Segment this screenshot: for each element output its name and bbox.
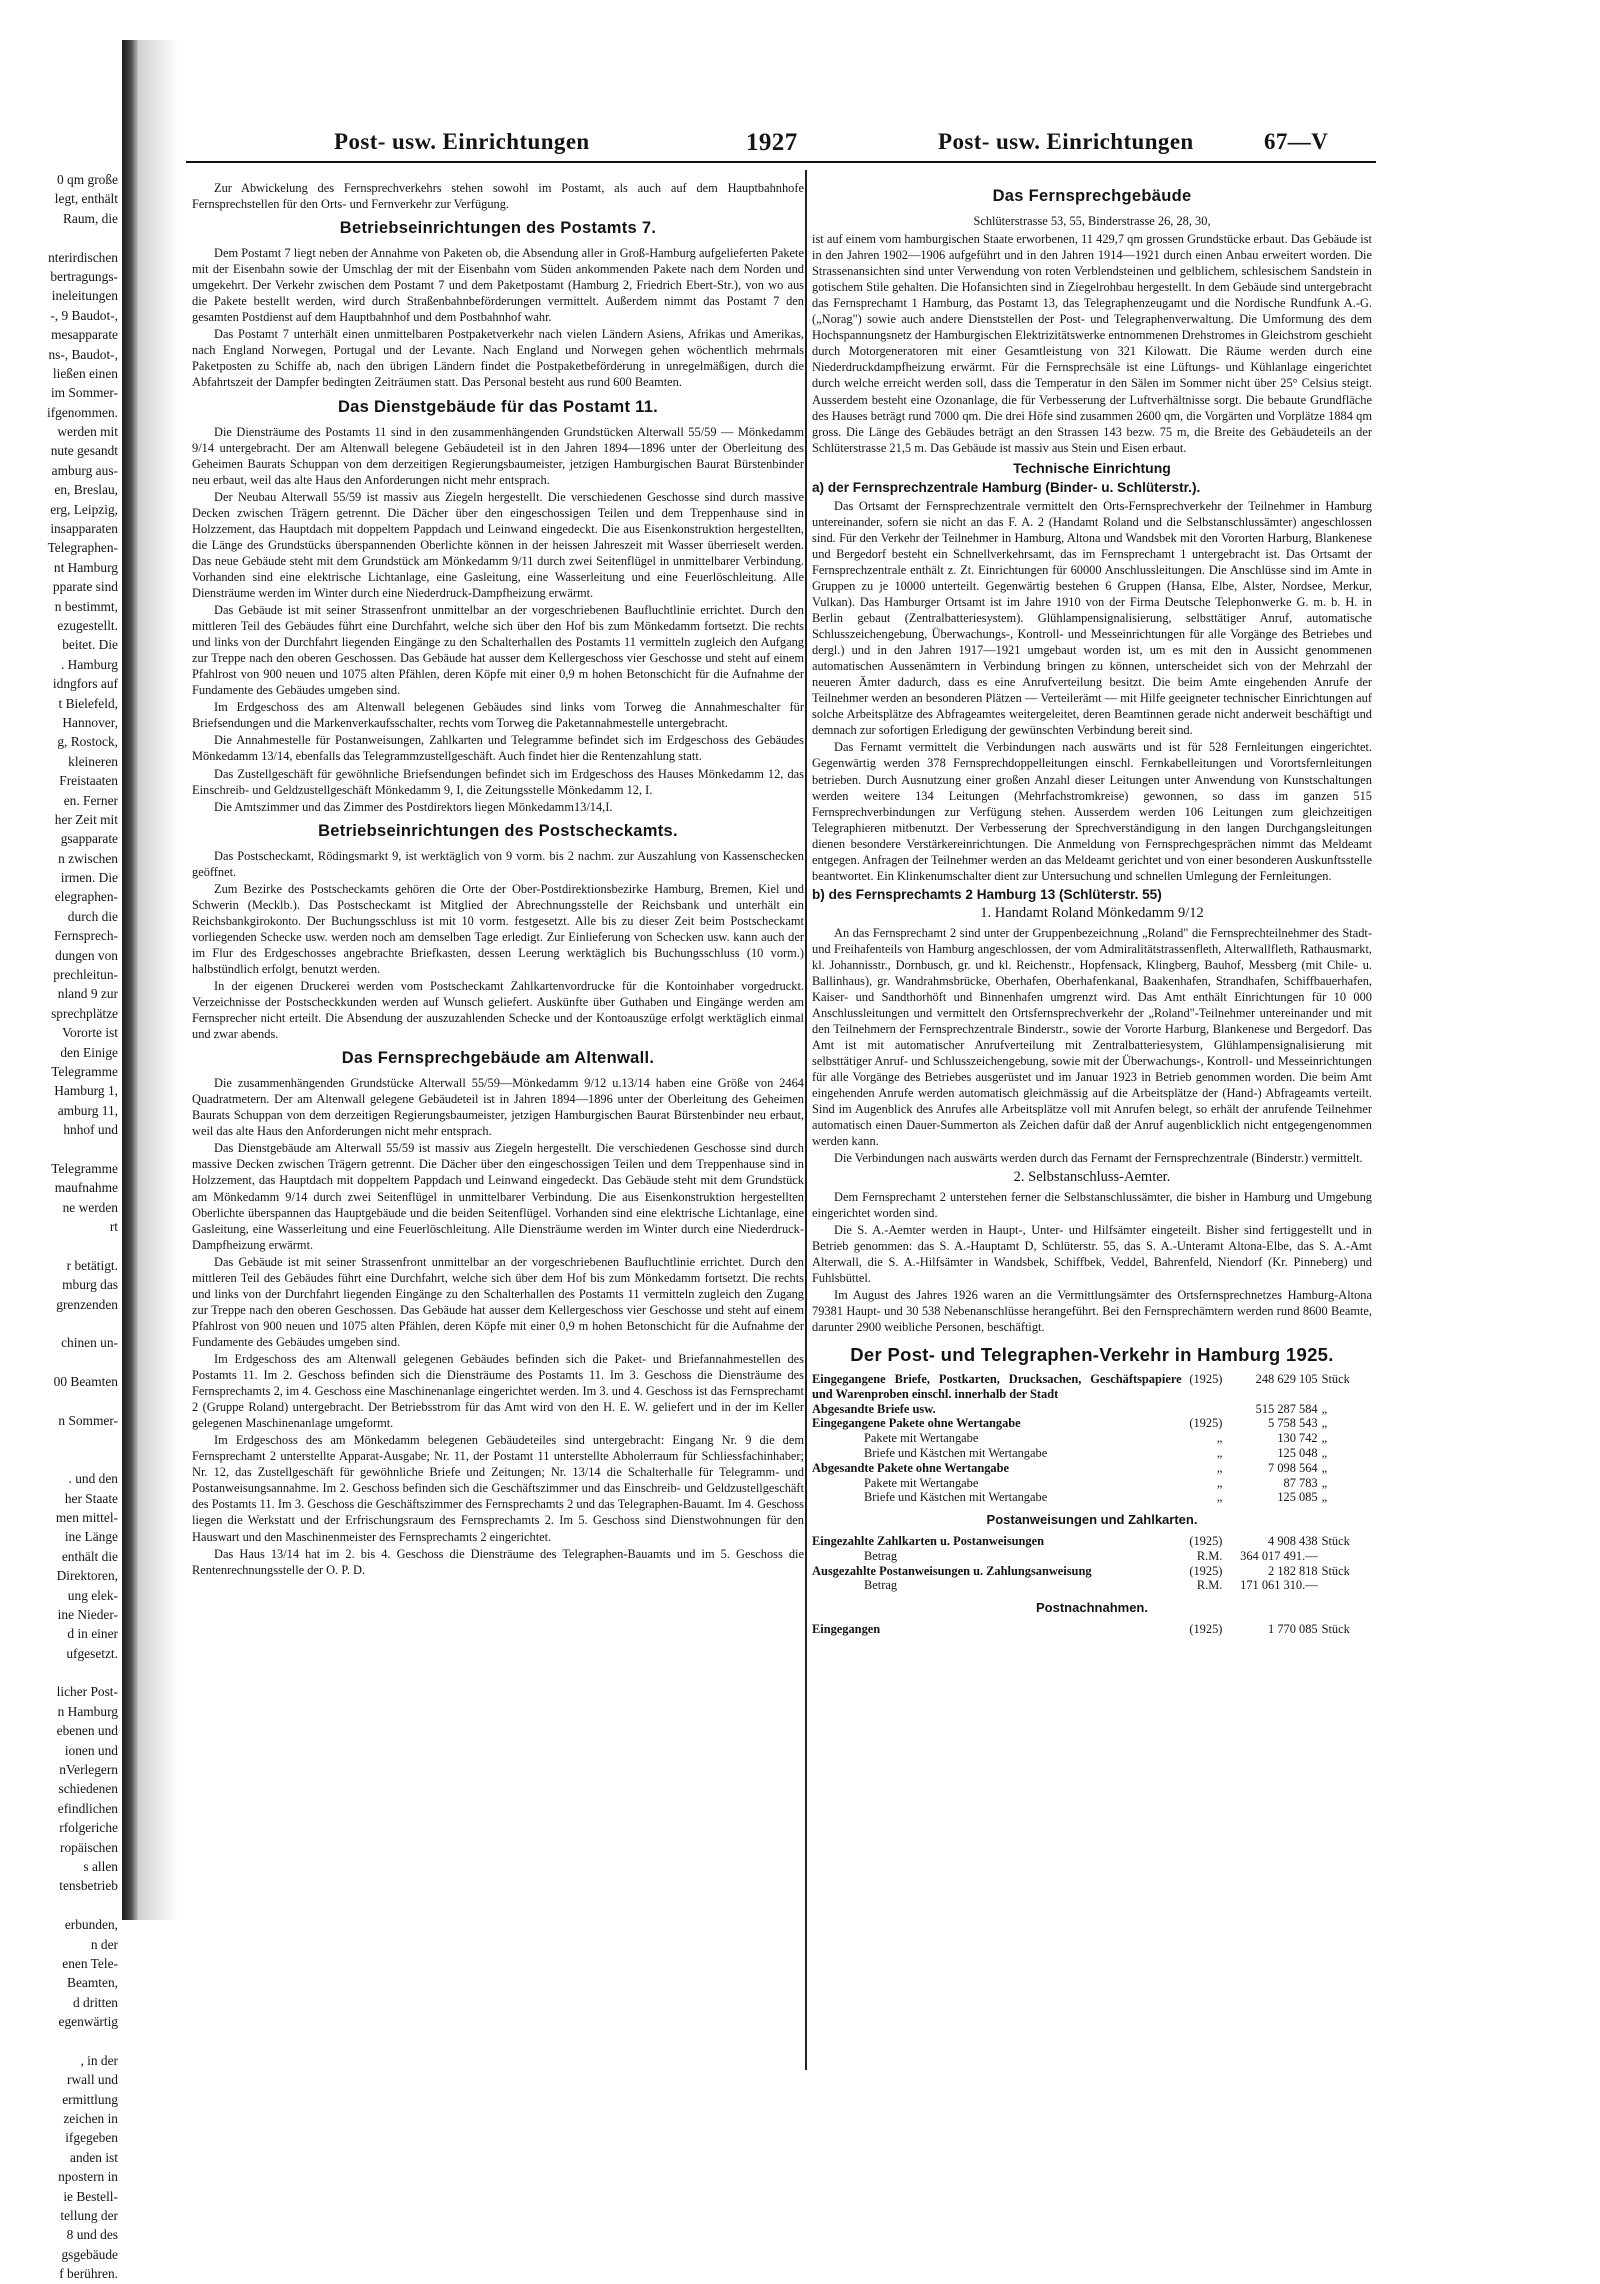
prev-page-line: gsapparate [60, 831, 118, 847]
traffic-statistics-table [812, 1372, 1372, 1637]
prev-page-line: erbunden, [64, 1917, 118, 1933]
paragraph: Die Amtszimmer und das Zimmer des Postdirektors liegen Mönkedamm13/14,I. [214, 799, 613, 814]
table-cell-unit: „ [1321, 1401, 1328, 1416]
table-cell-value: 515 287 584 [1255, 1401, 1318, 1416]
prev-page-line: pparate sind [52, 579, 118, 595]
prev-page-line [0, 228, 118, 247]
table-section-title: Postanweisungen und Zahlkarten. [986, 1512, 1198, 1528]
table-cell-label: Betrag [864, 1548, 898, 1563]
table-cell-value: 248 629 105 [1255, 1371, 1318, 1386]
prev-page-line [0, 1430, 118, 1449]
table-row [812, 1622, 1372, 1637]
prev-page-line: en. Ferner [63, 792, 118, 808]
table-row [812, 1534, 1372, 1549]
prev-page-line: grenzenden [56, 1296, 118, 1312]
prev-page-line: durch die [67, 908, 118, 924]
subsection-heading: Technische Einrichtung [1013, 459, 1171, 476]
table-cell-label: Eingegangene Briefe, Postkarten, Drucksachen, Geschäftspapiere und Warenproben einschl. innerhalb der Stadt [812, 1371, 1182, 1401]
prev-page-line: nland 9 zur [57, 986, 118, 1002]
prev-page-line: 8 und des [66, 2227, 118, 2243]
prev-page-line: Raum, die [62, 210, 118, 226]
prev-page-line: her Staate [64, 1490, 118, 1506]
prev-page-line: n bestimmt, [54, 598, 118, 614]
table-cell-value: 4 908 438 [1268, 1533, 1318, 1548]
table-cell-year: (1925) [1189, 1563, 1223, 1578]
prev-page-line [0, 1314, 118, 1333]
previous-page-fragment [0, 170, 118, 2284]
paragraph: In der eigenen Druckerei werden vom Postscheckamt Zahlkartenvordrucke für die Kontoinhaber vorgedruckt. Verzeichnisse der Postscheckkunden werden auf Wunsch geliefert. Auskünfte über Guthaben und Eingänge werden am Fernsprecher nicht erteilt. Die Absendung der auszuzahlenden Schecke und der Kontoauszüge erfolgt werktäglich einmal und zwar abends. [192, 979, 804, 1042]
prev-page-line: ineleitungen [51, 288, 118, 304]
table-cell-label: Briefe und Kästchen mit Wertangabe [864, 1490, 1048, 1505]
paragraph: Der Neubau Alterwall 55/59 ist massiv aus Ziegeln hergestellt. Die verschiedenen Geschosse sind durch massive Decken zwischen Trägern getrennt. Die Dächer über den eingeschossigen Teilen und dem Treppenhause sind in Holzzement, das Hauptdach mit doppeltem Pappdach und Leinwand eingedeckt. Die aus Eisenkonstruktion hergestellten, die Länge des Grundstücks überspannenden Oberlichte können in der heissen Jahreszeit mit Wasser überrieselt werden. Das neue Gebäude steht mit dem Grundstück am Mönkedamm 9/11 durch zwei Seitenflügel in unmittelbarer Verbindung. Vorhanden sind eine elektrische Lichtanlage, eine Gasleitung, eine Wasserleitung und eine Feuerlöschleitung. Alle Diensträume werden im Winter durch eine Niederdruck-Dampfheizung erwärmt. [192, 489, 804, 600]
table-cell-year [1182, 1402, 1227, 1417]
table-cell-value: 87 783 [1283, 1475, 1318, 1490]
table-cell-year: „ [1216, 1460, 1223, 1475]
paragraph: An das Fernsprechamt 2 sind unter der Gruppenbezeichnung „Roland" die Fernsprechteilnehmer des Stadt- und Freihafenteils von Hamburg angeschlossen, der vom Admiralitätstrassenfleth, Alterwallfleth, Rathausmarkt, kl. Johannisstr., Dornbusch, gr. und kl. Reichenstr., Hopfensack, Klingberg, Bauhof, Messberg (mit Chile- u. Ballinhaus), gr. Wandrahmsbrücke, Oberhafen, Oberhafenkanal, Baakenhafen, Strandhafen, Schiffbauerhafen, Kaiser- und Sandthorhöft und Binnenhafen umgrenzt wird. Das Amt enthält Einrichtungen für 10 000 Anschlussleitungen und vermittelt den Ortsfernsprechverkehr der „Roland"-Teilnehmer untereinander und mit den Teilnehmern der Fernsprechzentrale Binderstr., sowie der Vororte Harburg, Blankenese und Bergedorf. Das Amt ist mit automatischer Anrufverteilung mit Zentralbatteriesystem, Glühlampensignalisierung mit selbsttätiger Anruf- und Schlusszeichengebung, sowie mit der Überwachungs-, Kontroll- und Messeinrichtungen für alle Vorgänge des Betriebes ausgerüstet und im Januar 1923 in Betrieb genommen worden. Die beim Amt eingehenden Anrufe werden automatisch gleichmässig auf die Arbeitsplätze der (Hand-) Abfrageamts verteilt. Sind im Augenblick des Anrufes alle Arbeitsplätze voll mit Anrufen belegt, so erhält der anrufende Teilnehmer automatisch einen Dauer-Summerton als Zeichen dafür daß der Anruf augenblicklich nicht entgegengenommen werden kann. [812, 925, 1372, 1149]
table-cell-unit: Stück [1321, 1533, 1350, 1548]
paragraph: Die Diensträume des Postamts 11 sind in den zusammenhängenden Grundstücken Alterwall 55/59 — Mönkedamm 9/14 untergebracht. Der am Altenwall belegene Gebäudeteil ist in den Jahren 1894—1896 unter der Oberleitung des Geheimen Baurats Schuppan von dem derzeitigen Regierungsbaumeister, jetzigen Hamburgischen Baurat Bürstenbinder neu erbaut, weil das alte Haus den Anforderungen nicht mehr entsprach. [192, 424, 804, 487]
header-year: 1927 [746, 129, 798, 156]
table-cell-year: (1925) [1189, 1416, 1223, 1431]
table-cell-year: „ [1216, 1431, 1223, 1446]
prev-page-line: anden ist [70, 2149, 118, 2165]
table-cell-value: 171 061 310.— [1240, 1578, 1318, 1593]
table-row [812, 1549, 1372, 1564]
prev-page-line: legt, enthält [54, 191, 118, 207]
paragraph: Die zusammenhängenden Grundstücke Alterwall 55/59—Mönkedamm 9/12 u.13/14 haben eine Größe von 2464 Quadratmetern. Der am Altenwall gelegene Gebäudeteil ist in Jahren 1894—1896 unter der Oberleitung des Geheimen Baurats Schuppan von dem derzeitigen Regierungsbaumeister, jetzigen Hamburgischen Baurat Bürstenbinder neu erbaut, weil das alte Haus den Anforderungen nicht mehr entsprach. [192, 1076, 804, 1139]
book-gutter [122, 40, 138, 1920]
prev-page-line: ns-, Baudot-, [48, 346, 118, 362]
paragraph: ist auf einem vom hamburgischen Staate erworbenen, 11 429,7 qm grossen Grundstücke erbaut. Das Gebäude ist in den Jahren 1902—1906 aufgeführt und in den Jahren 1914—1921 durch einen Anbau erweitert worden. Die Strassenansichten sind unter Verwendung von roten Verblendsteinen und gelblichem, schlesischem Sandstein in gotischem Stile gehalten. Die Hofansichten sind in Ziegelrohbau hergestellt. In dem Gebäude sind untergebracht das Fernsprechamt 1 Hamburg, das Postamt 13, das Telegraphenzeugamt und die Nordische Rundfunk A.-G. („Norag") sowie auch andere Dienststellen der Post- und Telegraphenverwaltung. Die Umformung des dem Hochspannungsnetz der Hamburgischen Elektrizitätswerke entnommenen Drehstromes in Gleichstrom geschieht durch Motorgeneratoren mit einer Gesamtleistung von 321 Kilowatt. Die Räume werden durch eine Niederdruckdampfheizung erwärmt. Für die Fernsprechsäle ist eine Lüftungs- und Kühlanlage eingerichtet durch welche erreicht werden soll, dass die Temperatur in den Sälen im Sommer nicht über 25° Celsius steigt. Ausserdem besteht eine Ozonanlage, die für Verbesserung der Luftverhältnisse sorgt. Die bebaute Grundfläche des Hauses beträgt rund 7000 qm. Die drei Höfe sind zusammen 2600 qm, die Vorgärten und Vorplätze 1884 qm gross. Die Länge des Gebäudes beträgt an den Strassen 143 bezw. 75 m, die Breite des Gebäudeteils an der Schlüterstrasse 21,5 m. Das Gebäude ist massiv aus Stein und Eisen erbaut. [812, 232, 1372, 455]
prev-page-line: sprechplätze [51, 1005, 118, 1021]
prev-page-line: egenwärtig [58, 2014, 118, 2030]
prev-page-line: Telegraphen- [47, 540, 118, 556]
table-cell-value: 364 017 491.— [1240, 1548, 1318, 1563]
paragraph: Im August des Jahres 1926 waren an die Vermittlungsämter des Ortsfernsprechnetzes Hamburg-Altona 79381 Haupt- und 30 538 Nebenanschlüsse herangeführt. Bei den Fernsprechämtern werden rund 8600 Beamte, darunter 2900 weibliche Personen, beschäftigt. [812, 1287, 1372, 1334]
header-right-title: Post- usw. Einrichtungen [938, 129, 1194, 154]
prev-page-line: im Sommer- [50, 385, 118, 401]
subsection-heading: a) der Fernsprechzentrale Hamburg (Binder- u. Schlüterstr.). [812, 479, 1201, 495]
prev-page-line: ionen und [64, 1742, 118, 1758]
table-row [812, 1564, 1372, 1579]
prev-page-line: hnhof und [63, 1122, 118, 1138]
prev-page-line: Hannover, [62, 714, 118, 730]
prev-page-line [0, 1392, 118, 1411]
prev-page-line: ine Länge [64, 1529, 118, 1545]
table-cell-unit: „ [1321, 1445, 1328, 1460]
prev-page-line: her Zeit mit [54, 811, 118, 827]
prev-page-line: n zwischen [58, 850, 118, 866]
table-cell-label: Eingezahlte Zahlkarten u. Postanweisungen [812, 1533, 1045, 1548]
paragraph: Das Gebäude ist mit seiner Strassenfront unmittelbar an der vorgeschriebenen Baufluchtlinie errichtet. Durch den mittleren Teil des Gebäudes führt eine Durchfahrt, welche sich über dem Hof bis zum Mönkedamm fortsetzt. Die rechts und links von der Durchfahrt liegenden Eingänge zu den Schalterhallen des Postamts 11 vermitteln zugleich den Zugang zur Treppe nach den oberen Geschossen. Das Gebäude hat ausser dem Kellergeschoss vier Geschosse und steht auf einem Pfahlrost von 900 neuen und 1075 alten Pfählen, deren Köpfe mit einer 0,9 m hohen Betonschicht für die Aufnahme der Fundamente des Gebäudes umgeben sind. [192, 1254, 804, 1349]
prev-page-line: . Hamburg [60, 656, 118, 672]
paragraph: Das Gebäude ist mit seiner Strassenfront unmittelbar an der vorgeschriebenen Baufluchtlinie errichtet. Durch den mittleren Teil des Gebäudes führt eine Durchfahrt, welche sich über den Hof bis zum Mönkedamm fortsetzt. Die rechts und links von der Durchfahrt liegenden Eingänge zu den Schalterhallen des Postamts 11 vermitteln zugleich den Aufgang zur Treppe nach den oberen Geschossen. Das Gebäude hat ausser dem Kellergeschoss vier Geschosse und steht auf einem Pfahlrost von 900 neuen und 1075 alten Pfählen, deren Köpfe mit einer 0,9 m hohen Betonschicht für die Aufnahme der Fundamente des Gebäudes umgeben sind. [192, 603, 804, 698]
prev-page-line: 00 Beamten [53, 1374, 118, 1390]
section-subtitle: Schlüterstrasse 53, 55, Binderstrasse 26, 28, 30, [973, 214, 1211, 228]
table-cell-value: 7 098 564 [1268, 1460, 1318, 1475]
prev-page-line: ermittlung [62, 2091, 118, 2107]
section-heading: Das Fernsprechgebäude am Altenwall. [341, 1049, 655, 1068]
table-cell-year: „ [1216, 1490, 1223, 1505]
paragraph: Im Erdgeschoss des am Altenwall belegenen Gebäudes sind links vom Torweg die Annahmeschalter für Briefsendungen und die Markenverkaufsschalter, rechts vom Torweg die Paketannahmestelle untergebracht. [192, 700, 804, 731]
table-cell-value: 130 742 [1277, 1431, 1318, 1446]
prev-page-line: r betätigt. [66, 1257, 118, 1273]
prev-page-line: Beamten, [67, 1975, 118, 1991]
prev-page-line: f berühren. [59, 2266, 118, 2282]
prev-page-line: efindlichen [57, 1800, 118, 1816]
prev-page-line: bertragungs- [50, 268, 118, 284]
table-row [812, 1446, 1372, 1461]
subsection-heading: 2. Selbstanschluss-Aemter. [1013, 1168, 1171, 1185]
section-heading: Das Dienstgebäude für das Postamt 11. [337, 397, 659, 416]
prev-page-line: mesapparate [51, 327, 118, 343]
prev-page-line: prechleitun- [53, 967, 118, 983]
prev-page-line: nt Hamburg [53, 559, 118, 575]
table-cell-label: Eingegangen [812, 1621, 881, 1636]
prev-page-line: rt [109, 1219, 118, 1235]
paragraph: Das Fernamt vermittelt die Verbindungen nach auswärts und ist für 528 Fernleitungen eingerichtet. Gegenwärtig werden 378 Fernsprechdoppelleitungen einschl. Fernkabelleitungen und Vorortsfernleitungen betrieben. Durch Ausnutzung einer großen Anzahl dieser Leitungen unter Anwendung von Kunstschaltungen werden weitere 134 Leitungen (Mehrfachstromkreise) gewonnen, so dass im ganzen 515 Fernsprechverbindungen zur Verfügung stehen. Ausserdem werden 106 Leitungen zum gleichzeitigen Telegraphieren mitbenutzt. Der Verbesserung der Sprechverständigung in den langen Durchgangsleitungen dienen besondere Verstärkereinrichtungen. Die Anmeldung von Fernsprechgesprächen nimmt das Meldeamt entgegen. Anfragen der Teilnehmer werden an das Meldeamt gerichtet und von einer besonderen Auskunftsstelle beantwortet. Ein Klinkenumschalter dient zur Untersuchung und schnellen Umlegung der Fernleitungen. [812, 740, 1372, 883]
prev-page-line [0, 1663, 118, 1682]
prev-page-line: g, Rostock, [57, 734, 118, 750]
table-row [812, 1578, 1372, 1593]
prev-page-line: s allen [83, 1858, 118, 1874]
section-heading: Der Post- und Telegraphen-Verkehr in Hamburg 1925. [850, 1343, 1334, 1365]
paragraph: Im Erdgeschoss des am Mönkedamm belegenen Gebäudeteiles sind untergebracht: Eingang Nr. 9 die dem Fernsprechamt 2 unterstellte Apparat-Ausgabe; Nr. 11, der Postamt 11 unterstellte Abholerraum für Schliessfachinhaber; Nr. 12, das Zustellgeschäft für gewöhnliche Briefe und Zeitungen; Nr. 13/14 die Schalterhalle für Telegramm- und Postanweisungsannahme. Im 2. Geschoss befinden sich die Geschäftszimmer und das Einschreib- und Geldzustellgeschäft des Postamts 11. Im 3. Geschoss die Geschäftszimmer des Fernsprechamts 2 und das Telegraphen-Bauamt. Im 4. Geschoss liegen die Werkstatt und der Erfrischungsraum des Fernsprechamts 2. Im 5. Geschoss sind Dienstwohnungen für den Hauswart und den Maschinenmeister des Fernsprechamts 2 eingerichtet. [192, 1433, 804, 1544]
prev-page-line: Freistaaten [59, 773, 118, 789]
prev-page-line: schiedenen [58, 1781, 118, 1797]
prev-page-line: kleineren [68, 753, 118, 769]
prev-page-line: enen Tele- [62, 1955, 118, 1971]
table-cell-value: 2 182 818 [1268, 1563, 1318, 1578]
prev-page-line: -, 9 Baudot-, [50, 307, 118, 323]
table-section-heading [812, 1505, 1372, 1534]
paragraph: Das Dienstgebäude am Alterwall 55/59 ist massiv aus Ziegeln hergestellt. Die verschiedenen Geschosse sind durch massive Decken zwischen Trägern getrennt. Die Dächer über den eingeschossigen Teilen und dem Treppenhause sind in Holzzement, das Hauptdach mit doppeltem Pappdach und Leinwand eingedeckt. Das Gebäude steht mit dem Grundstück am Mönkedamm 9/14 durch zwei Seitenflügel in unmittelbarer Verbindung. Die aus Eisenkonstruktion hergestellten Oberlichte überspannen das Hauptgebäude und die beiden Seitenflügel. Vorhanden sind eine elektrische Lichtanlage, eine Gasleitung, eine Wasserleitung und eine Feuerlöschleitung. Alle Diensträume werden im Winter durch eine Niederdruck-Dampfheizung erwärmt. [192, 1141, 804, 1252]
prev-page-line [0, 2032, 118, 2051]
table-cell-unit [1322, 1578, 1372, 1593]
table-cell-unit: „ [1321, 1475, 1328, 1490]
gutter-shadow [138, 40, 178, 1920]
table-cell-unit: „ [1321, 1431, 1328, 1446]
prev-page-line [0, 1353, 118, 1372]
prev-page-line: nVerlegern [59, 1762, 118, 1778]
table-cell-unit: „ [1321, 1460, 1328, 1475]
prev-page-line: t Bielefeld, [58, 695, 118, 711]
table-section-heading [812, 1593, 1372, 1622]
table-cell-label: Ausgezahlte Postanweisungen u. Zahlungsanweisung [812, 1563, 1092, 1578]
table-cell-unit: „ [1321, 1490, 1328, 1505]
prev-page-line: ropäischen [59, 1839, 118, 1855]
prev-page-line: rwall und [67, 2072, 118, 2088]
table-cell-label: Briefe und Kästchen mit Wertangabe [864, 1445, 1048, 1460]
header-left-title: Post- usw. Einrichtungen [334, 129, 590, 154]
table-cell-unit [1322, 1549, 1372, 1564]
table-cell-year: (1925) [1189, 1371, 1223, 1386]
table-cell-year: (1925) [1189, 1533, 1223, 1548]
prev-page-line: n Hamburg [57, 1703, 118, 1719]
prev-page-line: idngfors auf [52, 676, 118, 692]
table-cell-value: 125 048 [1277, 1445, 1318, 1460]
prev-page-line: Vororte ist [62, 1025, 118, 1041]
prev-page-line: amburg aus- [51, 462, 118, 478]
table-row [812, 1490, 1372, 1505]
prev-page-line: ne werden [62, 1199, 118, 1215]
prev-page-line: , in der [80, 2052, 118, 2068]
table-row [812, 1476, 1372, 1491]
prev-page-line [0, 1450, 118, 1469]
prev-page-line: insapparaten [50, 521, 118, 537]
section-heading: Das Fernsprechgebäude [992, 187, 1192, 205]
table-cell-year: (1925) [1189, 1621, 1223, 1636]
prev-page-line: ebenen und [56, 1723, 118, 1739]
prev-page-line: Fernsprech- [54, 928, 118, 944]
table-cell-value: 1 770 085 [1268, 1621, 1318, 1636]
prev-page-line: ezugestellt. [57, 617, 118, 633]
table-row [812, 1372, 1372, 1402]
paragraph: Das Haus 13/14 hat im 2. bis 4. Geschoss die Diensträume des Telegraphen-Bauamts und im 5. Geschoss die Rentenrechnungsstelle der O. P. D. [192, 1546, 804, 1577]
prev-page-line: en, Breslau, [54, 482, 118, 498]
table-cell-label: Abgesandte Pakete ohne Wertangabe [812, 1460, 1009, 1475]
prev-page-line: tellung der [60, 2208, 118, 2224]
right-column [812, 180, 1372, 1637]
paragraph: Dem Postamt 7 liegt neben der Annahme von Paketen ob, die Absendung aller in Groß-Hamburg aufgelieferten Pakete mit der Eisenbahn sowie der Umschlag der mit der Eisenbahn vom Süden ankommenden Pakete nach dem Norden und umgekehrt. Der Verkehr zwischen dem Postamt 7 und dem Paketpostamt (Hamburg 2, Friedrich Ebert-Str.), von wo aus die Pakete bestellt werden, wird durch Straßenbahnbeförderungen vermittelt. Außerdem nimmt das Postamt 7 den gesamten Postdienst auf dem Hauptbahnhof und dem Postbahnhof wahr. [192, 246, 804, 325]
prev-page-line: Hamburg 1, [54, 1083, 118, 1099]
paragraph: Zur Abwickelung des Fernsprechverkehrs stehen sowohl im Postamt, als auch auf dem Hauptbahnhofe Fernsprechstellen für den Orts- und Fernverkehr zur Verfügung. [192, 181, 804, 212]
paragraph: Zum Bezirke des Postscheckamts gehören die Orte der Ober-Postdirektionsbezirke Hamburg, Bremen, Kiel und Schwerin (Mecklb.). Das Postscheckamt ist Mitglied der Abrechnungsstelle der Reichsbank und unterhält ein Reichsbankgirokonto. Der Buchungsschluss ist mit 10 vorm. festgesetzt. Alle bis zu dieser Zeit beim Postscheckamt vorliegenden Schecke usw. werden noch am demselben Tage erledigt. Zur Einlieferung von Schecken usw. kann auch der im Flur des Erdgeschosses angebrachte Briefkasten, dessen Leerung werktäglich bis Buchungsschluss (10 vorm.) halbstündlich erfolgt, benutzt werden. [192, 881, 804, 976]
prev-page-line: mburg das [62, 1277, 118, 1293]
prev-page-line: . und den [68, 1471, 118, 1487]
prev-page-line: dungen von [55, 947, 118, 963]
table-row [812, 1416, 1372, 1431]
prev-page-line: maufnahme [54, 1180, 118, 1196]
table-cell-value: 5 758 543 [1268, 1416, 1318, 1431]
paragraph: Das Zustellgeschäft für gewöhnliche Briefsendungen befindet sich im Erdgeschoss des Hauses Mönkedamm 12, das Einschreib- und Geldzustellgeschäft Mönkedamm 9, I, die Zeitungsstelle Mönkedamm 12, I. [192, 766, 804, 797]
prev-page-line: rfolgeriche [59, 1820, 118, 1836]
paragraph: Im Erdgeschoss des am Altenwall gelegenen Gebäudes befinden sich die Paket- und Briefannahmestellen des Postamts 11. Im 2. Geschoss befinden sich die Diensträume des Postamts 11. Im 3. Geschoss die Diensträume des Fernsprechamts 2, im 4. Geschoss eine Maschinenanlage eingerichtet werden. Im 3. und 4. Geschoss ist das Fernsprechamt 2 (Gruppe Roland) untergebracht. Der Betriebsstrom für das Amt wird von den H. E. W. geliefert und in der im Keller gelegenen Maschinenanlage umgeformt. [192, 1352, 804, 1431]
prev-page-line: d in einer [67, 1626, 118, 1642]
table-cell-year: R.M. [1196, 1578, 1223, 1593]
paragraph: Dem Fernsprechamt 2 unterstehen ferner die Selbstanschlussämter, die bisher in Hamburg und Umgebung eingerichtet worden sind. [812, 1189, 1372, 1220]
table-cell-value: 125 085 [1277, 1490, 1318, 1505]
table-cell-label: Betrag [864, 1578, 898, 1593]
prev-page-line: chinen un- [61, 1335, 118, 1351]
prev-page-line: amburg 11, [57, 1102, 118, 1118]
paragraph: Die Verbindungen nach auswärts werden durch das Fernamt der Fernsprechzentrale (Binderstr.) vermittelt. [834, 1151, 1363, 1166]
prev-page-line: ie Bestell- [63, 2188, 118, 2204]
paragraph: Das Ortsamt der Fernsprechzentrale vermittelt den Orts-Fernsprechverkehr der Teilnehmer in Hamburg untereinander, sofern sie nicht an das F. A. 2 (Handamt Roland und die Selbstanschlussämter) angeschlossen sind. Für den Verkehr der Teilnehmer in Hamburg, Altona und Wandsbek mit den Vororten Harburg, Blankenese und Bergedorf besteht ein Schnellverkehrsamt, das im Fernsprechamt 1 untergebracht ist. Das Ortsamt der Fernsprechzentrale enthält z. Zt. Einrichtungen für 60000 Anschlussleitungen. Die Anschlüsse sind im Amte in Gruppen zu je 10000 unterteilt. Gegenwärtig bestehen 6 Gruppen (Hansa, Elbe, Alster, Nordsee, Merkur, Vulkan). Das Hamburger Ortsamt ist im Jahre 1910 von der Firma Deutsche Telephonwerke G. m. b. H. in Berlin gebaut (Zentralbatteriesystem). Glühlampensignalisierung, selbsttätiger Anruf, automatische Schlusszeichengebung, Überwachungs-, Kontroll- und Messeinrichtungen für alle Vorgänge des Betriebes und dergl.) und in den Jahren 1917—1921 umgebaut worden ist, um es mit den in Aussicht genommenen automatischen Aussenämtern in Verbindung bringen zu können, unterscheidet sich von der Mehrzahl der neueren Ämter dadurch, dass es eine Anrufverteilung besitzt. Die beim Amte eingehenden Anrufe der Teilnehmer werden an besonderen Plätzen — Verteilerämt — mit Hilfe geeigneter technischer Einrichtungen auf solche Arbeitsplätze des Abfrageamtes weitergeleitet, deren Beamtinnen gerade nicht anderweit beschäftigt und demnach zur sofortigen Erledigung der gewünschten Verbindung bereit sind. [812, 498, 1372, 738]
table-section-title: Postnachnahmen. [1036, 1600, 1148, 1616]
table-cell-unit: Stück [1321, 1371, 1350, 1386]
column-separator [805, 170, 807, 2070]
table-cell-label: Eingegangene Pakete ohne Wertangabe [812, 1416, 1021, 1431]
prev-page-line: Telegramme [51, 1063, 118, 1079]
table-cell-label: Abgesandte Briefe usw. [812, 1401, 936, 1416]
section-heading: Betriebseinrichtungen des Postamts 7. [339, 219, 657, 238]
paragraph: Das Postamt 7 unterhält einen unmittelbaren Postpaketverkehr nach vielen Ländern Asiens, Afrikas und Amerikas, nach England Norwegen, Portugal und der Levante. Nach England und Norwegen gehen wöchentlich mehrmals Paketposten zu Schiffe ab, nach den übrigen Ländern findet die Postpaketbeförderung in unregelmäßigen, durch die Abfahrtszeit der Dampfer bedingten Zeiträumen statt. Das Personal besteht aus rund 600 Beamten. [192, 327, 804, 390]
prev-page-line: beitet. Die [62, 637, 118, 653]
table-cell-unit: Stück [1321, 1563, 1350, 1578]
prev-page-line: licher Post- [56, 1684, 118, 1700]
prev-page-line: men mittel- [55, 1509, 118, 1525]
prev-page-line [0, 1236, 118, 1255]
table-cell-unit: Stück [1321, 1621, 1350, 1636]
prev-page-line: nterirdischen [48, 249, 118, 265]
table-cell-label: Pakete mit Wertangabe [864, 1475, 979, 1490]
table-row [812, 1402, 1372, 1417]
table-row [812, 1431, 1372, 1446]
prev-page-line: npostern in [58, 2169, 118, 2185]
prev-page-line: 0 qm große [57, 172, 118, 187]
prev-page-line: n Sommer- [58, 1413, 118, 1428]
left-column [192, 180, 804, 1579]
prev-page-line: ine Nieder- [57, 1606, 118, 1622]
table-cell-year: „ [1216, 1475, 1223, 1490]
page-number: 67—V [1264, 129, 1329, 154]
prev-page-line [0, 1896, 118, 1915]
prev-page-line: ifgenommen. [46, 404, 118, 420]
prev-page-line: d dritten [73, 1994, 118, 2010]
prev-page-line: irmen. Die [60, 870, 118, 886]
prev-page-line: zeichen in [63, 2111, 118, 2127]
prev-page-line: ufgesetzt. [66, 1645, 118, 1661]
prev-page-line: Telegramme [51, 1160, 118, 1176]
table-row [812, 1461, 1372, 1476]
prev-page-line: nute gesandt [50, 443, 118, 459]
section-heading: Betriebseinrichtungen des Postscheckamts. [318, 821, 678, 840]
table-cell-label: Pakete mit Wertangabe [864, 1431, 979, 1446]
table-cell-unit: „ [1321, 1416, 1328, 1431]
paragraph: Die S. A.-Aemter werden in Haupt-, Unter- und Hilfsämter eingeteilt. Bisher sind fertiggestellt und in Betrieb genommen: das S. A.-Hauptamt D, Schlüterstr. 55, das S. A.-Unteramt Altona-Elbe, das S. A.-Amt Alterwall, die S. A.-Hilfsämter in Wandsbek, Schiffbek, Veddel, Bahrenfeld, Niendorf (Kr. Pinneberg) und Fuhlsbüttel. [812, 1222, 1372, 1285]
subsection-heading: b) des Fernsprechamts 2 Hamburg 13 (Schlüterstr. 55) [812, 886, 1162, 902]
paragraph: Die Annahmestelle für Postanweisungen, Zahlkarten und Telegramme befindet sich im Erdgeschoss des Gebäudes Mönkedamm 13/14, ebenfalls das Telegrammzustellgeschäft. Auch findet hier die Rentenzahlung statt. [192, 733, 804, 764]
prev-page-line: Direktoren, [56, 1568, 118, 1584]
subsection-heading: 1. Handamt Roland Mönkedamm 9/12 [980, 904, 1204, 921]
prev-page-line: werden mit [57, 424, 118, 440]
table-cell-year: „ [1216, 1445, 1223, 1460]
page-header [186, 125, 1376, 163]
paragraph: Das Postscheckamt, Rödingsmarkt 9, ist werktäglich von 9 vorm. bis 2 nachm. zur Auszahlung von Kassenschecken geöffnet. [192, 848, 804, 879]
prev-page-line: gsgebäude [61, 2246, 118, 2262]
prev-page-line: n der [90, 1936, 118, 1952]
prev-page-line [0, 1140, 118, 1159]
prev-page-line: ließen einen [52, 365, 118, 381]
prev-page-line: den Einige [60, 1044, 118, 1060]
prev-page-line: ifgegeben [65, 2130, 118, 2146]
prev-page-line: elegraphen- [54, 889, 118, 905]
prev-page-line: ung elek- [67, 1587, 118, 1603]
prev-page-line: erg, Leipzig, [50, 501, 118, 517]
prev-page-line: tensbetrieb [59, 1878, 118, 1894]
table-cell-year: R.M. [1196, 1548, 1223, 1563]
prev-page-line: enthält die [61, 1548, 118, 1564]
